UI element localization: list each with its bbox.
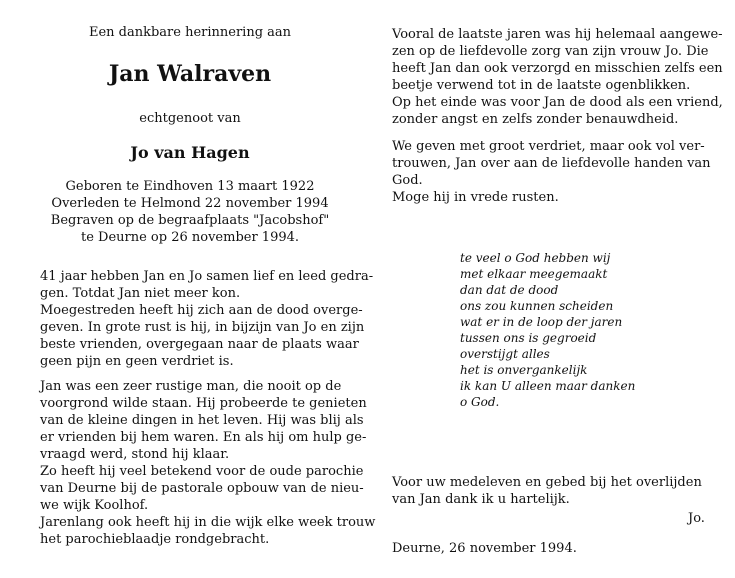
- poem-line: ik kan U alleen maar danken: [460, 379, 636, 393]
- text-line: vraagd werd, stond hij klaar.: [40, 447, 230, 462]
- deceased-name: Jan Walraven: [108, 61, 272, 87]
- text-line: Moge hij in vrede rusten.: [392, 190, 559, 205]
- death-line: Overleden te Helmond 22 november 1994: [51, 196, 329, 211]
- text-line: beetje verwend tot in de laatste ogenblikken.: [392, 78, 691, 93]
- dates-block: [40, 178, 340, 246]
- text-line: Jan was een zeer rustige man, die nooit op de: [40, 379, 342, 394]
- closing-date: Deurne, 26 november 1994.: [392, 541, 577, 556]
- poem-line: o God.: [460, 395, 500, 409]
- text-line: heeft Jan dan ook verzorgd en misschien zelfs een: [392, 61, 723, 76]
- burial-line: Begraven op de begraafplaats "Jacobshof": [50, 213, 330, 228]
- text-line: van Deurne bij de pastorale opbouw van de nieu-: [40, 481, 364, 496]
- paragraph-marriage: [40, 268, 373, 370]
- signature: Jo.: [688, 511, 705, 526]
- poem: [460, 250, 635, 410]
- poem-line: het is onvergankelijk: [460, 363, 588, 377]
- text-line: zen op de liefdevolle zorg van zijn vrouw Jo. Die: [392, 44, 709, 59]
- text-line: we wijk Koolhof.: [40, 498, 149, 513]
- text-line: van de kleine dingen in het leven. Hij was blij als: [40, 413, 364, 428]
- text-line: trouwen, Jan over aan de liefdevolle handen van: [392, 156, 711, 171]
- text-line: geven. In grote rust is hij, in bijzijn van Jo en zijn: [40, 320, 365, 335]
- birth-line: Geboren te Eindhoven 13 maart 1922: [65, 179, 315, 194]
- relation-text: echtgenoot van: [139, 111, 241, 126]
- poem-line: tussen ons is gegroeid: [460, 331, 597, 345]
- text-line: er vrienden bij hem waren. En als hij om hulp ge-: [40, 430, 367, 445]
- poem-line: dan dat de dood: [460, 283, 559, 297]
- intro-text: Een dankbare herinnering aan: [88, 25, 292, 40]
- text-line: van Jan dank ik u hartelijk.: [392, 492, 570, 507]
- text-line: We geven met groot verdriet, maar ook vol ver-: [392, 139, 705, 154]
- text-line: Op het einde was voor Jan de dood als een vriend,: [392, 95, 723, 110]
- text-line: zonder angst en zelfs zonder benauwdheid.: [392, 112, 679, 127]
- poem-line: overstijgt alles: [460, 347, 550, 361]
- spouse-name: Jo van Hagen: [130, 143, 250, 162]
- text-line: Voor uw medeleven en gebed bij het overlijden: [392, 475, 702, 490]
- poem-line: ons zou kunnen scheiden: [460, 299, 614, 313]
- text-line: voorgrond wilde staan. Hij probeerde te genieten: [40, 396, 367, 411]
- poem-line: wat er in de loop der jaren: [460, 315, 623, 329]
- paragraph-care: [392, 26, 723, 128]
- text-line: geen pijn en geen verdriet is.: [40, 354, 234, 369]
- paragraph-character: [40, 378, 375, 548]
- burial-date-line: te Deurne op 26 november 1994.: [80, 230, 300, 245]
- text-line: Zo heeft hij veel betekend voor de oude parochie: [40, 464, 364, 479]
- text-line: Jarenlang ook heeft hij in die wijk elke week trouw: [40, 515, 376, 530]
- thanks-paragraph: [392, 474, 702, 508]
- text-line: gen. Totdat Jan niet meer kon.: [40, 286, 241, 301]
- text-line: Moegestreden heeft hij zich aan de dood overge-: [40, 303, 363, 318]
- paragraph-faith: [392, 138, 711, 206]
- poem-line: te veel o God hebben wij: [460, 251, 611, 265]
- text-line: Vooral de laatste jaren was hij helemaal aangewe-: [392, 27, 723, 42]
- text-line: God.: [392, 173, 423, 188]
- text-line: het parochieblaadje rondgebracht.: [40, 532, 270, 547]
- poem-line: met elkaar meegemaakt: [460, 267, 608, 281]
- text-line: 41 jaar hebben Jan en Jo samen lief en leed gedra-: [40, 269, 374, 284]
- text-line: beste vrienden, overgegaan naar de plaats waar: [40, 337, 359, 352]
